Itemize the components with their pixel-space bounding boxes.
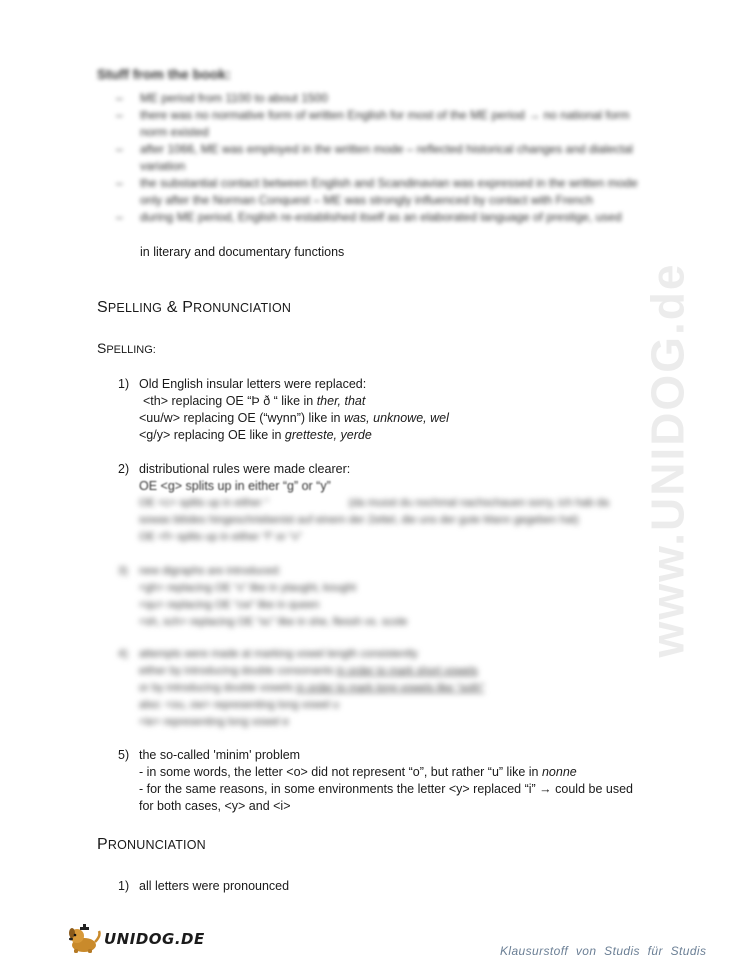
heading-smallcaps: RONUNCIATION [107,838,206,852]
list-text: Old English insular letters were replaced: [139,377,367,391]
book-section-title: Stuff from the book: [97,66,231,82]
heading-smallcaps: PELLING [107,301,163,315]
book-bullet-continuation: in literary and documentary functions [140,245,345,259]
book-bullet-list [116,90,656,226]
book-bullet-item: – during ME period, English re-established itself as an elaborated language of prestige, used [116,209,656,226]
list-number: 1) [118,879,130,893]
list-text: OE <f> splits up in either “f” or “v” [139,531,302,543]
heading-initial: S [97,299,108,316]
list-text: <ie> representing long vowel e [139,716,289,728]
heading-initial: P [182,299,194,316]
list-text: - for the same reasons, in some environments the letter <y> replaced “i” → could be used [139,782,633,796]
list-text: distributional rules were made clearer: [139,462,351,476]
subheading-spelling [97,340,156,356]
list-item-5 [118,747,658,815]
list-text: <th> replacing OE “Þ ð “ like in ther, that [143,394,366,408]
list-item-6 [118,878,658,895]
list-text: <g/y> replacing OE like in gretteste, yerde [139,428,372,442]
book-bullet-item: – there was no normative form of written English for most of the ME period → no national form norm existed [116,107,656,141]
list-item-1 [118,376,658,444]
logo-text: UNIDOG.DE [104,930,205,948]
list-text: all letters were pronounced [139,879,290,893]
dog-mascot-icon [66,924,102,954]
subheading-smallcaps: PELLING: [106,344,156,356]
watermark-text: www.UNIDOG.de [641,262,694,658]
list-text: <gh> replacing OE “x” like in ytaught, kought [139,582,357,594]
heading-ampersand: & [162,299,183,316]
list-text: new digraphs are introduced: [139,565,281,577]
heading-initial: P [97,836,108,853]
list-number: 3) [118,565,128,577]
list-text: <uu/w> replacing OE (“wynn”) like in was, unknowe, wel [139,411,449,425]
book-bullet-item: – the substantial contact between English and Scandinavian was expressed in the written mode only after the Norman Conquest – ME was strongly influenced by contact with French [116,175,656,209]
list-item-4 [118,646,658,731]
list-item-3 [118,563,658,631]
footer-tagline: Klausurstoff von Studis für Studis [500,944,707,958]
list-text: OE <g> splits up in either “g” or “y” [139,479,331,493]
list-text: also: <ou, ow> representing long vowel u [139,699,339,711]
list-text: OE <c> splits up in either “ (da musst du nochmal nachschauen sorry, ich hab da [139,497,609,509]
list-text: for both cases, <y> and <i> [139,799,291,813]
list-item-2 [118,461,658,546]
section-heading-spelling-pronunciation [97,299,291,317]
list-number: 2) [118,462,130,476]
book-bullet-item: – ME period from 1100 to about 1500 [116,90,656,107]
subheading-initial: S [97,340,107,356]
list-text: <sh, sch> replacing OE “sc” like in she, flessh vs. scole [139,616,408,628]
list-number: 1) [118,377,130,391]
list-text: <qu> replacing OE “cw” like in queen [139,599,320,611]
list-text: either by introducing double consonants in order to mark short vowels [139,665,478,677]
list-text: attempts were made at marking vowel length consistently [139,648,418,660]
unidog-logo [66,924,205,954]
list-text: sowas blödes hingeschriebenist auf einem der Zettel, die uns der gute Mann gegeben hat) [139,514,579,526]
list-text: - in some words, the letter <o> did not represent “o”, but rather “u” like in nonne [139,765,577,779]
list-text: or by introducing double vowels in order to mark long vowels like “soth” [139,682,485,694]
list-text: the so-called 'minim' problem [139,748,301,762]
heading-smallcaps: RONUNCIATION [193,301,292,315]
section-heading-pronunciation [97,836,206,854]
list-number: 4) [118,648,128,660]
book-bullet-item: – after 1066, ME was employed in the written mode – reflected historical changes and dialectal variation [116,141,656,175]
list-number: 5) [118,748,130,762]
